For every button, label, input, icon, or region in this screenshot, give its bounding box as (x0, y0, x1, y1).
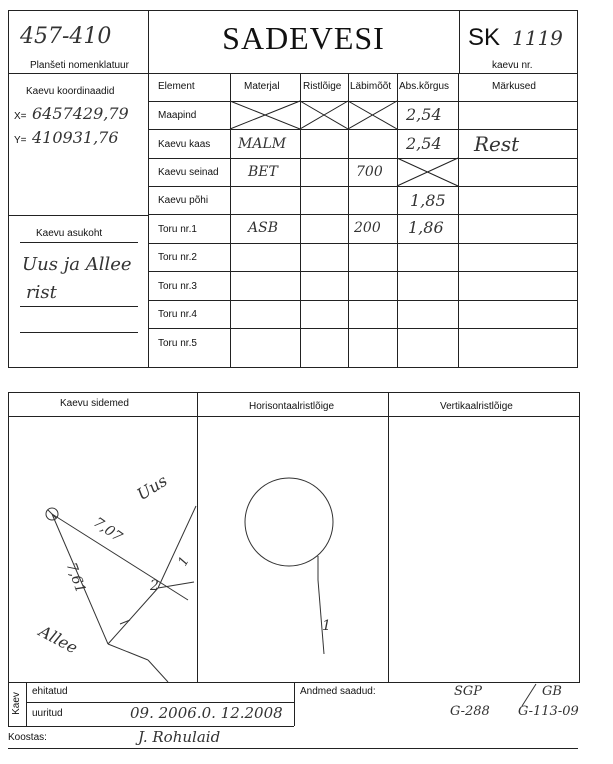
street-uus: Uus (133, 470, 171, 505)
top-form (8, 10, 578, 368)
footer-side-label: Kaev (10, 692, 22, 715)
coords-x-label: X= (14, 111, 27, 122)
row-element: Maapind (158, 110, 197, 121)
footer (8, 682, 580, 762)
coords-y-label: Y= (14, 135, 27, 146)
cell-abs-height: 2,54 (406, 105, 442, 124)
cell-material: BET (248, 164, 278, 180)
map-sheet-label: Planšeti nomenklatuur (30, 60, 129, 71)
dimension-4: 1 (175, 554, 193, 569)
row-element: Kaevu põhi (158, 195, 209, 206)
cell-material: ASB (248, 220, 278, 236)
row-element: Toru nr.4 (158, 309, 197, 320)
updated-label: uuritud (32, 708, 63, 719)
updated-value: 09. 2006.0. 12.2008 (130, 704, 283, 722)
th-abs-height: Abs.kõrgus (399, 81, 450, 92)
th-element: Element (158, 81, 195, 92)
cell-material: MALM (238, 136, 287, 152)
coords-label: Kaevu koordinaadid (26, 86, 115, 97)
well-number: 1119 (512, 26, 563, 50)
well-prefix: SK (468, 24, 501, 51)
sketch-col-horizontal: Horisontaalristlõige (249, 401, 335, 412)
data-source-1: SGP (454, 684, 483, 699)
cell-abs-height: 1,86 (408, 218, 444, 237)
dimension-3: 2 (150, 578, 159, 594)
sketch-col-links: Kaevu sidemed (60, 398, 129, 409)
cell-abs-height: 1,85 (410, 191, 446, 210)
row-element: Toru nr.1 (158, 224, 197, 235)
location-line2: rist (26, 282, 57, 303)
well-no-label: kaevu nr. (492, 60, 533, 71)
data-source-1b: G-288 (450, 704, 490, 719)
cross-out-marks (8, 10, 578, 368)
dimension-2: 7,61 (62, 560, 89, 596)
data-source-2: GB (542, 684, 562, 699)
location-line1: Uus ja Allee (22, 254, 132, 275)
dimension-1: 7,07 (90, 514, 125, 546)
th-notes: Märkused (492, 81, 536, 92)
cell-notes: Rest (474, 132, 520, 156)
sketch-drawing (8, 392, 580, 682)
author-label: Koostas: (8, 732, 47, 743)
cell-abs-height: 2,54 (406, 134, 442, 153)
source-divider (8, 682, 580, 762)
map-sheet-value: 457-410 (20, 24, 112, 49)
cell-diameter: 200 (354, 220, 381, 236)
row-element: Toru nr.3 (158, 281, 197, 292)
location-label: Kaevu asukoht (36, 228, 103, 239)
street-allee: Allee (35, 621, 81, 658)
row-element: Kaevu seinad (158, 167, 219, 178)
form-title: SADEVESI (222, 20, 385, 56)
sketch-col-vertical: Vertikaalristlõige (440, 401, 513, 412)
row-element: Kaevu kaas (158, 139, 211, 150)
coords-x-value: 6457429,79 (32, 104, 129, 123)
row-element: Toru nr.5 (158, 338, 197, 349)
th-crossing: Ristlõige (303, 81, 342, 92)
pipe-label: 1 (322, 618, 331, 634)
cell-diameter: 700 (356, 164, 383, 180)
th-material: Materjal (244, 81, 280, 92)
sketch-area (8, 392, 580, 682)
th-diameter: Läbimõõt (350, 81, 392, 92)
row-element: Toru nr.2 (158, 252, 197, 263)
built-label: ehitatud (32, 686, 68, 697)
coords-y-value: 410931,76 (32, 128, 119, 147)
data-source-2b: G-113-09 (518, 704, 579, 719)
author-value: J. Rohulaid (138, 728, 221, 746)
data-from-label: Andmed saadud: (300, 686, 376, 697)
